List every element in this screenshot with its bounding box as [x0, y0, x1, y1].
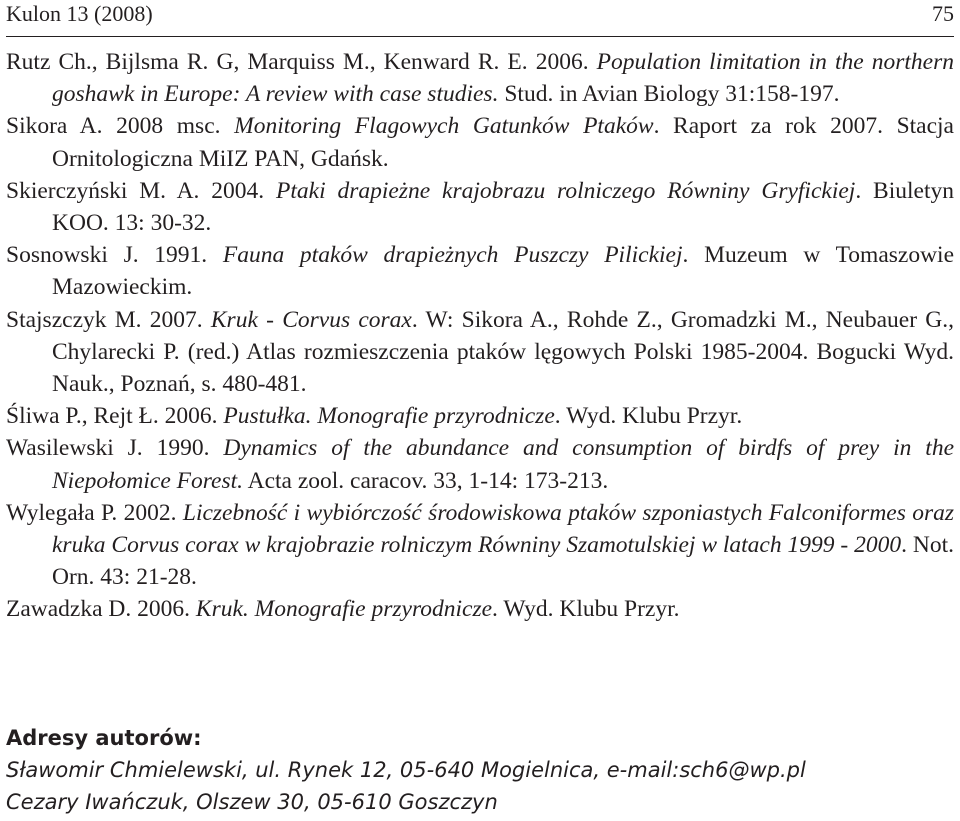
reference-authors-year: Śliwa P., Rejt Ł. 2006. — [6, 403, 224, 430]
journal-title: Kulon 13 (2008) — [6, 1, 153, 26]
reference-source: . Biuletyn KOO. 13: 30-32. — [52, 177, 954, 237]
reference-item — [6, 593, 954, 625]
reference-title: Population limitation in the northern goshawk in Europe: A review with case studies. — [52, 49, 955, 108]
reference-authors-year: Wylegała P. 2002. — [6, 499, 183, 526]
reference-source: Acta zool. caracov. 33, 1-14: 173-213. — [243, 467, 609, 494]
reference-authors-year: Sikora A. 2008 msc. — [6, 113, 235, 140]
page-number: 75 — [932, 1, 954, 26]
reference-source: . Wyd. Klubu Przyr. — [554, 403, 743, 430]
reference-authors-year: Rutz Ch., Bijlsma R. G, Marquiss M., Kenward R. E. 2006. — [6, 49, 597, 75]
reference-source: Stud. in Avian Biology 31:158-197. — [498, 81, 840, 108]
reference-item — [6, 175, 954, 239]
reference-title: Dynamics of the abundance and consumption of birdfs of prey in the Niepołomice Forest. — [52, 435, 955, 494]
reference-source: . Raport za rok 2007. Stacja Ornitologiczna MiIZ PAN, Gdańsk. — [52, 113, 954, 172]
reference-item — [6, 432, 954, 496]
reference-source: . Not. Orn. 43: 21-28. — [52, 532, 954, 591]
reference-item — [6, 400, 954, 432]
reference-title: Kruk - Corvus corax — [210, 306, 412, 333]
reference-authors-year: Zawadzka D. 2006. — [6, 596, 196, 623]
reference-item — [6, 497, 954, 594]
reference-title: Ptaki drapieżne krajobrazu rolniczego Równiny Gryfickiej — [276, 177, 856, 204]
address-line: Cezary Iwańczuk, Olszew 30, 05-610 Goszczyn — [6, 790, 498, 814]
reference-item — [6, 46, 954, 110]
reference-title: Kruk. Monografie przyrodnicze — [195, 596, 493, 623]
reference-item — [6, 110, 954, 174]
reference-title: Pustułka. Monografie przyrodnicze — [223, 403, 555, 430]
reference-source: . Muzeum w Tomaszowie Mazowieckim. — [52, 242, 955, 301]
address-line: Sławomir Chmielewski, ul. Rynek 12, 05-640 Mogielnica, e-mail:sch6@wp.pl — [6, 758, 806, 782]
reference-item — [6, 239, 954, 303]
reference-item — [6, 304, 954, 401]
reference-title: Fauna ptaków drapieżnych Puszczy Pilickiej — [222, 242, 683, 269]
reference-title: Monitoring Flagowych Gatunków Ptaków — [234, 113, 654, 140]
reference-authors-year: Skierczyński M. A. 2004. — [6, 177, 277, 204]
addresses-heading: Adresy autorów: — [6, 726, 202, 750]
author-addresses — [6, 722, 954, 818]
reference-authors-year: Stajszczyk M. 2007. — [6, 306, 211, 333]
reference-source: . Wyd. Klubu Przyr. — [492, 596, 680, 623]
reference-source: . W: Sikora A., Rohde Z., Gromadzki M., Neubauer G., Chylarecki P. (red.) Atlas rozmieszczenia ptaków lęgowych Polski 1985-2004. Bogucki Wyd. Nauk., Poznań, s. 480-481. — [52, 306, 954, 398]
reference-authors-year: Wasilewski J. 1990. — [6, 435, 224, 462]
reference-list — [6, 46, 954, 626]
reference-title: Liczebność i wybiórczość środowiskowa ptaków szponiastych Falconiformes oraz kruka Corvus corax w krajobrazie rolniczym Równiny Szamotulskiej w latach 1999 - 2000 — [52, 499, 955, 559]
reference-authors-year: Sosnowski J. 1991. — [6, 242, 223, 269]
running-header — [6, 0, 954, 37]
